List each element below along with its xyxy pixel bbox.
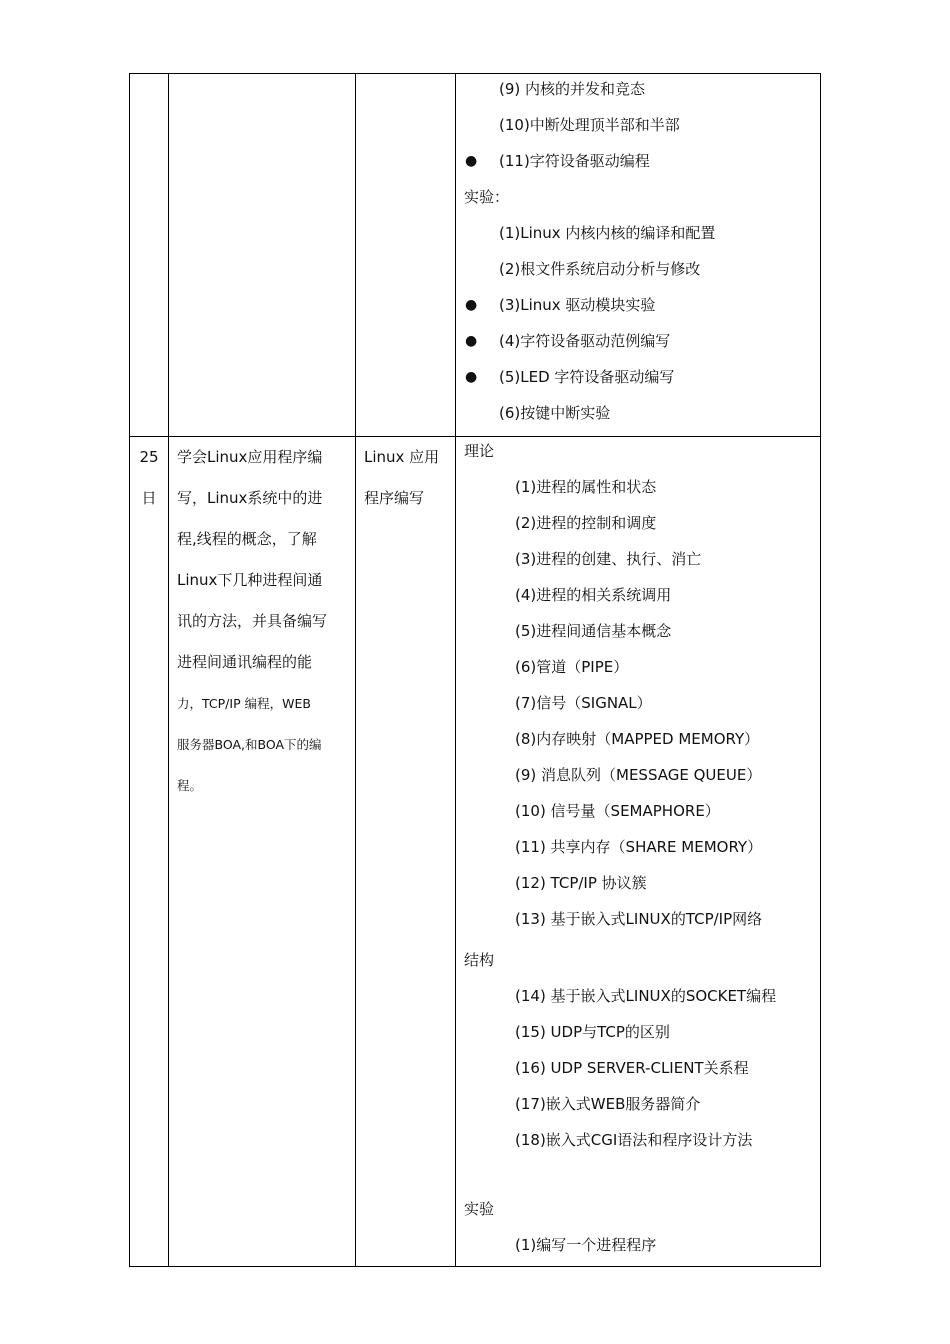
topic-cell	[356, 437, 456, 1267]
content-line-text: (1)Linux 内核内核的编译和配置	[499, 224, 716, 242]
content-line	[456, 215, 820, 251]
content-line	[456, 395, 820, 431]
goal-line: 讯的方法，并具备编写	[177, 612, 328, 630]
list-item: (2)进程的控制和调度	[515, 514, 657, 532]
date-unit: 日	[141, 489, 157, 507]
list-item: (12) TCP/IP 协议簇	[515, 874, 647, 892]
list-item: (10) 信号量（SEMAPHORE）	[515, 802, 720, 820]
content-line	[456, 287, 820, 323]
list-item: (5)进程间通信基本概念	[515, 622, 672, 640]
goal-line: Linux下几种进程间通	[177, 571, 323, 589]
goal-cell	[169, 437, 356, 1267]
list-item: (4)进程的相关系统调用	[515, 586, 672, 604]
theory-list	[456, 469, 820, 937]
content-line	[456, 323, 820, 359]
list-item: (18)嵌入式CGI语法和程序设计方法	[515, 1131, 753, 1149]
content-line	[456, 251, 820, 287]
list-item: (7)信号（SIGNAL）	[515, 694, 652, 712]
list-item: (17)嵌入式WEB服务器简介	[515, 1095, 701, 1113]
list-item: (11) 共享内存（SHARE MEMORY）	[515, 838, 763, 856]
date-cell	[130, 437, 169, 1267]
list-item: (14) 基于嵌入式LINUX的SOCKET编程	[515, 987, 777, 1005]
goal-line: 程。	[177, 778, 203, 793]
list-item: (6)管道（PIPE）	[515, 658, 629, 676]
lab-heading: 实验	[464, 1200, 495, 1218]
content-line	[456, 143, 820, 179]
content-line-text: (11)字符设备驱动编程	[499, 152, 650, 170]
content-line	[456, 359, 820, 395]
content-line	[456, 179, 820, 215]
goal-line: 服务器BOA,和BOA下的编	[177, 737, 322, 752]
list-item: (13) 基于嵌入式LINUX的TCP/IP网络	[515, 910, 763, 928]
theory-wrap-line: 结构	[464, 951, 495, 969]
content-line-text: (4)字符设备驱动范例编写	[499, 332, 671, 350]
goal-cell	[169, 74, 356, 437]
list-item: (9) 消息队列（MESSAGE QUEUE）	[515, 766, 762, 784]
content-line-text: (9) 内核的并发和竞态	[499, 80, 646, 98]
goal-line: 写，Linux系统中的进	[177, 489, 323, 507]
bullet-icon: ●	[465, 297, 478, 313]
bullet-icon: ●	[465, 333, 478, 349]
theory-list-continued	[456, 978, 820, 1158]
date-cell	[130, 74, 169, 437]
topic-line: Linux 应用	[364, 448, 440, 466]
content-line-text: 实验：	[464, 188, 510, 206]
list-item: (15) UDP与TCP的区别	[515, 1023, 670, 1041]
topic-text	[356, 437, 455, 519]
topic-line: 程序编写	[364, 489, 425, 507]
topic-cell	[356, 74, 456, 437]
goal-line: 学会Linux应用程序编	[177, 448, 323, 466]
content-cell	[456, 74, 821, 437]
list-item: (3)进程的创建、执行、消亡	[515, 550, 702, 568]
goal-line: 进程间通讯编程的能	[177, 653, 313, 671]
content-line-text: (2)根文件系统启动分析与修改	[499, 260, 701, 278]
lab-list	[456, 1227, 820, 1263]
content-line-text: (3)Linux 驱动模块实验	[499, 296, 656, 314]
list-item: (1)进程的属性和状态	[515, 478, 657, 496]
goal-line: 程,线程的概念，了解	[177, 530, 317, 548]
content-line	[456, 71, 820, 107]
content-lines	[456, 71, 820, 431]
content-line-text: (6)按键中断实验	[499, 404, 611, 422]
bullet-icon: ●	[465, 369, 478, 385]
goal-text	[169, 437, 355, 806]
content-line-text: (5)LED 字符设备驱动编写	[499, 368, 675, 386]
table-row	[130, 74, 821, 437]
goal-line: 力，TCP/IP 编程，WEB	[177, 696, 311, 711]
table-row	[130, 437, 821, 1267]
course-schedule-table	[129, 73, 821, 1267]
date-day: 25	[139, 448, 159, 466]
list-item: (1)编写一个进程程序	[515, 1236, 657, 1254]
list-item: (16) UDP SERVER-CLIENT关系程	[515, 1059, 749, 1077]
blank-gap	[456, 1158, 820, 1191]
content-cell	[456, 437, 821, 1267]
content-line-text: (10)中断处理顶半部和半部	[499, 116, 680, 134]
content-line	[456, 107, 820, 143]
bullet-icon: ●	[465, 153, 478, 169]
list-item: (8)内存映射（MAPPED MEMORY）	[515, 730, 760, 748]
theory-heading: 理论	[464, 442, 495, 460]
